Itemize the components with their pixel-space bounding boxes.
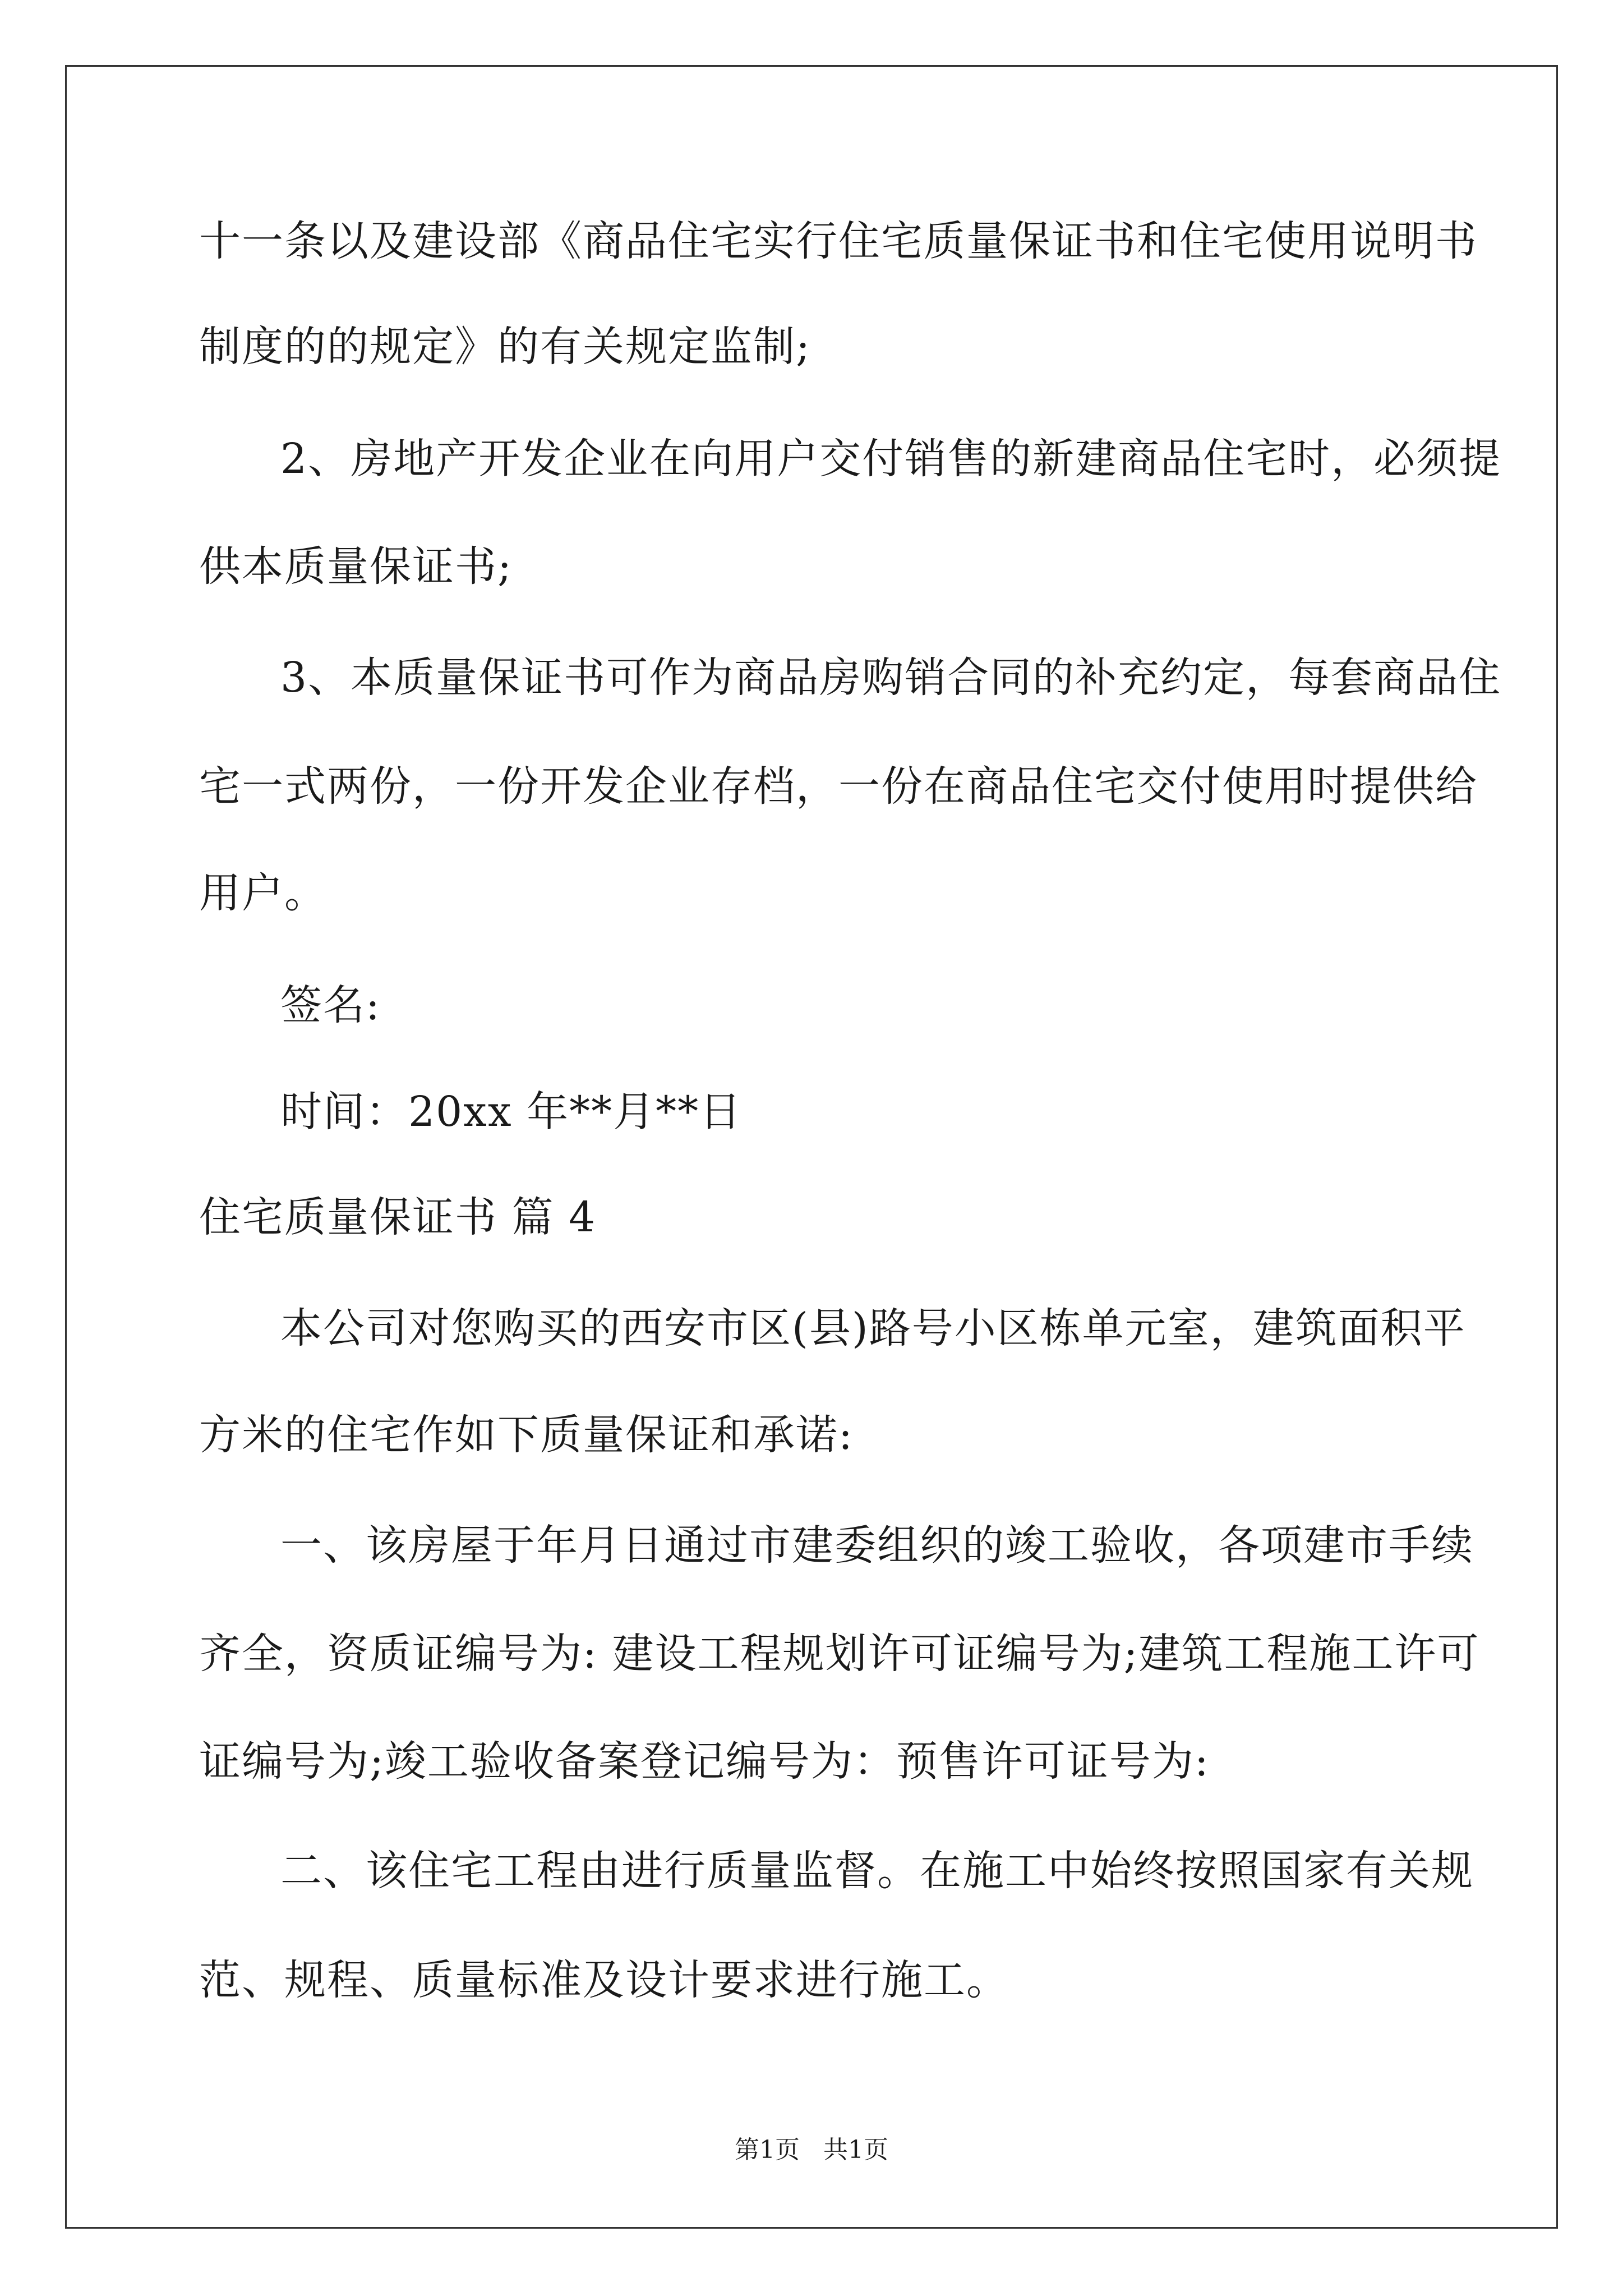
text-line: 用户。 [199,869,327,917]
signature-label: 签名: [280,981,381,1029]
paragraph-start-line: 2、房地产开发企业在向用户交付销售的新建商品住宅时，必须提 [280,435,1502,483]
text-line: 证编号为;竣工验收备案登记编号为：预售许可证号为: [199,1737,1210,1786]
paragraph-start-line: 本公司对您购买的西安市区(县)路号小区栋单元室，建筑面积平 [280,1304,1466,1352]
text-line: 制度的的规定》的有关规定监制; [199,323,811,371]
page-number-footer: 第1页 共1页 [735,2136,888,2164]
text-line: 范、规程、质量标准及设计要求进行施工。 [199,1956,1009,2004]
paragraph-start-line: 一、该房屋于年月日通过市建委组织的竣工验收，各项建市手续 [280,1521,1474,1570]
text-line: 齐全，资质证编号为: 建设工程规划许可证编号为;建筑工程施工许可 [199,1630,1480,1678]
paragraph-start-line: 二、该住宅工程由进行质量监督。在施工中始终按照国家有关规 [280,1847,1474,1895]
text-line: 供本质量保证书; [199,542,513,591]
text-line: 方米的住宅作如下质量保证和承诺: [199,1411,854,1459]
date-line: 时间：20xx 年**月**日 [280,1088,743,1136]
text-line: 宅一式两份，一份开发企业存档，一份在商品住宅交付使用时提供给 [199,762,1478,811]
page-border [65,65,1558,2229]
text-line: 十一条以及建设部《商品住宅实行住宅质量保证书和住宅使用说明书 [199,217,1478,265]
section-heading: 住宅质量保证书 篇 4 [199,1193,597,1241]
paragraph-start-line: 3、本质量保证书可作为商品房购销合同的补充约定，每套商品住 [280,654,1502,702]
